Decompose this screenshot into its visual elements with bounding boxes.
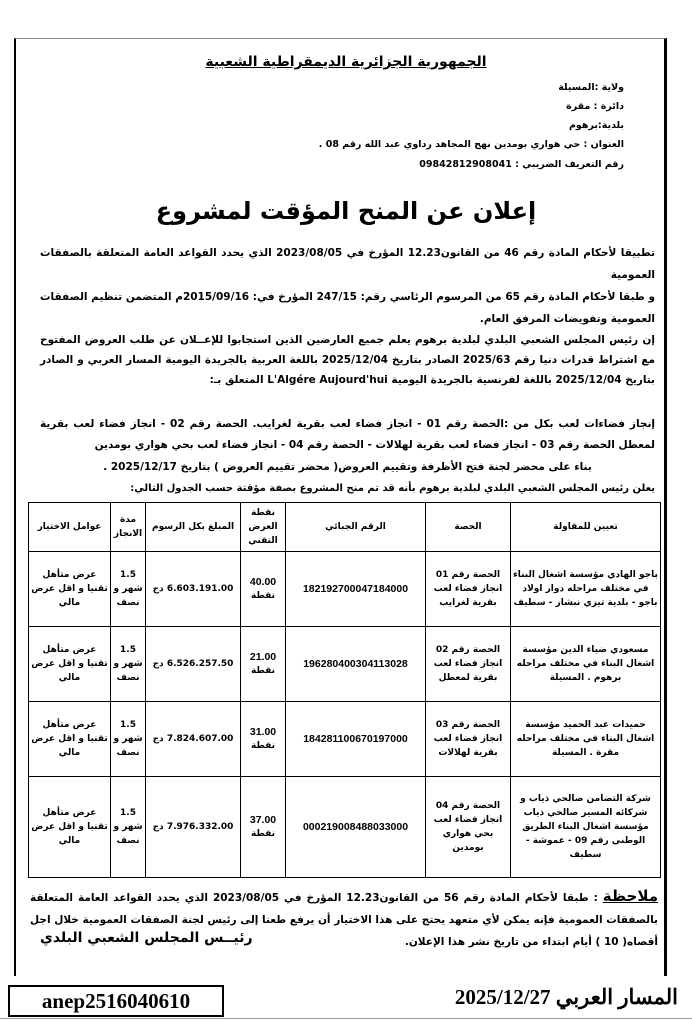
duration-cell: 1.5 شهر و نصف <box>111 777 146 878</box>
paragraph-lots: إنجاز فضاءات لعب بكل من :الحصة رقم 01 - انجاز فضاء لعب بقرية لغرايب. الحصة رقم 02 - انجاز فضاء لعب بقرية لمعطل الحصة رقم 03 - انجاز فضاء لعب بقرية لهلالات - الحصة رقم 04 - انجاز فضاء لعب بحي هواري بومدين <box>40 418 655 451</box>
score-value: 31.00 <box>249 726 277 738</box>
score-value: 40.00 <box>249 576 277 588</box>
paragraph-law: تطبيقا لأحكام المادة رقم 46 من القانون12.23 المؤرخ في 2023/08/05 الذي يحدد القواعد العامة المتعلقة بالصفقات العمومية <box>40 247 656 281</box>
address: العنوان : حي هواري بومدين نهج المجاهد رداوي عبد الله رقم 08 . <box>318 139 624 150</box>
header-duration: مدة الانجاز <box>111 503 146 552</box>
score-unit: نقطة <box>250 741 276 751</box>
wilaya: ولاية :المسيلة <box>558 82 624 93</box>
note-text: : طبقا لأحكام المادة رقم 56 من القانون12.23 المؤرخ في 2023/08/05 الذي يحدد القواعد العامة المتعلقة بالصفقات العمومية فإنه يمكن لأي متعهد يحتج على هذا الاختيار أن يرفع طعنا إلى رئيس لجنة الصفقات العمومية خلال اجل أقصاه( 10 ) أيام ابتداء من تاريخ نشر هذا الإعلان. <box>30 892 658 948</box>
score-unit: نقطة <box>250 666 276 676</box>
anep-reference: anep2516040610 <box>8 985 224 1017</box>
table-row <box>29 552 661 627</box>
criteria-cell: عرض متأهل تقنيا و اقل عرض مالي <box>29 552 111 627</box>
lot-cell: الحصة رقم 01 انجاز فضاء لعب بقرية لغرايب <box>426 552 511 627</box>
duration-cell: 1.5 شهر و نصف <box>111 552 146 627</box>
tax-number-cell: 182192700047184000 <box>286 552 426 627</box>
table-row <box>29 702 661 777</box>
score-cell <box>241 777 286 878</box>
header-lot: الحصة <box>426 503 511 552</box>
header-criteria: عوامل الاختيار <box>29 503 111 552</box>
score-value: 21.00 <box>249 651 277 663</box>
header-contractor: تعيين للمقاولة <box>511 503 661 552</box>
tax-number-cell: 000219008488033000 <box>286 777 426 878</box>
score-value: 37.00 <box>249 814 277 826</box>
lot-cell: الحصة رقم 03 انجاز فضاء لعب بقرية لهلالات <box>426 702 511 777</box>
score-unit: نقطة <box>250 591 276 601</box>
paragraph-decree: و طبقا لأحكام المادة رقم 65 من المرسوم الرئاسي رقم: 247/15 المؤرخ في: 2015/09/16م المتضمن تنظيم الصفقات العمومية وتفويضات المرفق العام. <box>40 291 655 325</box>
header-technical-score: نقطة العرض التقني <box>241 503 286 552</box>
amount-cell: 6.603.191.00 دج <box>146 552 241 627</box>
duration-cell: 1.5 شهر و نصف <box>111 627 146 702</box>
award-table <box>28 502 661 878</box>
table-row <box>29 627 661 702</box>
amount-cell: 6.526.257.50 دج <box>146 627 241 702</box>
table-header-row <box>29 503 661 552</box>
lot-cell: الحصة رقم 04 انجاز فضاء لعب بحي هواري بومدين <box>426 777 511 878</box>
tax-number-cell: 184281100670197000 <box>286 702 426 777</box>
signature: رئيــس المجلس الشعبي البلدي <box>40 930 253 946</box>
score-cell <box>241 552 286 627</box>
republic-heading: الجمهورية الجزائرية الديمقراطية الشعبية <box>205 54 487 70</box>
criteria-cell: عرض متأهل تقنيا و اقل عرض مالي <box>29 702 111 777</box>
criteria-cell: عرض متأهل تقنيا و اقل عرض مالي <box>29 627 111 702</box>
score-cell <box>241 702 286 777</box>
note-label: ملاحظة <box>602 887 658 905</box>
paragraph-minutes: بناء على محضر لجنة فتح الأظرفة وتقييم العروض( محضر تقييم العروض ) بتاريخ 2025/12/17 . <box>103 461 592 473</box>
amount-cell: 7.824.607.00 دج <box>146 702 241 777</box>
notice-title: إعلان عن المنح المؤقت لمشروع <box>155 197 537 225</box>
tax-number-cell: 196280400304113028 <box>286 627 426 702</box>
publication-footer: المسار العربي 2025/12/27 <box>454 985 678 1009</box>
score-cell <box>241 627 286 702</box>
amount-cell: 7.976.332.00 دج <box>146 777 241 878</box>
contractor-cell: باجو الهادي مؤسسة اشغال البناء في مختلف مراحله دوار اولاد باجو - بلدية تيزي نبشار - سطيف <box>511 552 661 627</box>
paragraph-announcement: إن رئيس المجلس الشعبي البلدي لبلدية برهوم يعلم جميع العارضين الذين استجابوا للإعــلان عن طلب العروض المفتوح مع اشتراط قدرات دنيا رقم 2025/63 الصادر بتاريخ 2025/12/04 باللغة العربية بالجريدة اليومية المسار العربي و الصادر بتاريخ 2025/12/04 باللغة لفرنسية بالجريدة اليومية L'Algére Aujourd'hui المتعلق بـ: <box>40 334 655 386</box>
table-row <box>29 777 661 878</box>
contractor-cell: حميدات عبد الحميد مؤسسة اشغال البناء في مختلف مراحله مقرة . المسيلة <box>511 702 661 777</box>
contractor-cell: شركة التضامن صالحي ذياب و شركائه المسير صالحي ذياب مؤسسة اشغال البناء الطريق الوطني رقم 09 - عموشة - سطيف <box>511 777 661 878</box>
commune: بلدية:برهوم <box>568 120 624 131</box>
header-amount: المبلغ بكل الرسوم <box>146 503 241 552</box>
lot-cell: الحصة رقم 02 انجاز فضاء لعب بقرية لمعطل <box>426 627 511 702</box>
header-tax-number: الرقم الجبائي <box>286 503 426 552</box>
duration-cell: 1.5 شهر و نصف <box>111 702 146 777</box>
criteria-cell: عرض متأهل تقنيا و اقل عرض مالي <box>29 777 111 878</box>
tax-id: رقم التعريف الضريبي : 09842812908041 <box>419 159 624 170</box>
bottom-divider <box>0 1018 692 1019</box>
score-unit: نقطة <box>250 829 276 839</box>
paragraph-award: يعلن رئيس المجلس الشعبي البلدي لبلدية برهوم بأنه قد تم منح المشروع بصفة مؤقتة حسب الجدول التالي: <box>130 483 655 494</box>
contractor-cell: مسعودي ضياء الدين مؤسسة اشغال البناء في مختلف مراحله برهوم . المسيلة <box>511 627 661 702</box>
daira: دائرة : مقرة <box>566 101 624 112</box>
